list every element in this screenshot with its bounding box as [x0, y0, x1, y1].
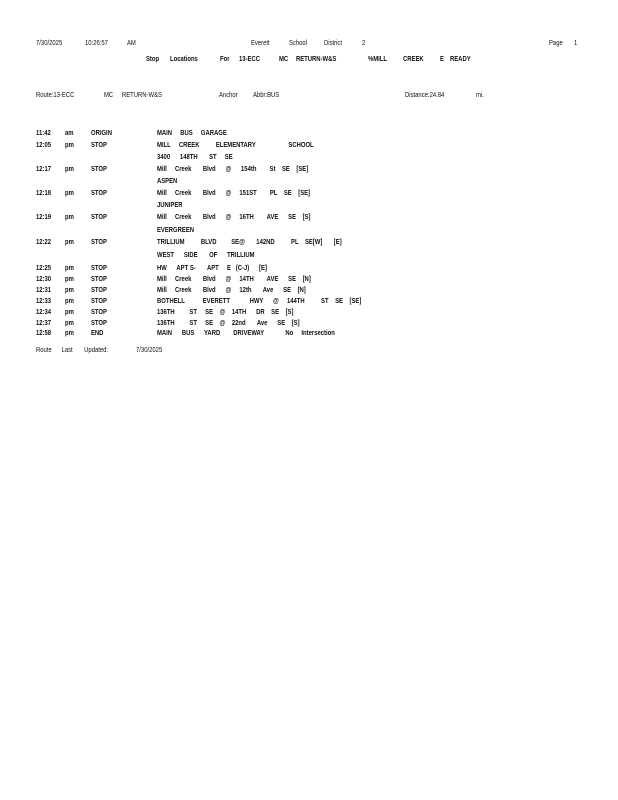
- stop-location: EVERGREEN: [157, 225, 195, 234]
- stop-ampm: pm: [65, 164, 74, 173]
- stop-time: 12:31: [36, 285, 52, 294]
- table-row: [0, 128, 618, 137]
- stop-location: Mill Creek Blvd @ 14TH AVE SE [N]: [157, 274, 311, 283]
- subtitle-word: RETURN-W&S: [296, 54, 337, 63]
- footer-label: Route Last Updated:: [36, 345, 109, 354]
- stop-location: MILL CREEK ELEMENTARY SCHOOL: [157, 140, 314, 149]
- stop-ampm: pm: [65, 140, 74, 149]
- subtitle-word: For: [220, 54, 230, 63]
- table-row: [0, 164, 618, 173]
- stop-location: 136TH ST SE @ 22nd Ave SE [S]: [157, 318, 300, 327]
- table-row: [0, 212, 618, 221]
- stop-ampm: pm: [65, 328, 74, 337]
- stop-location: HW APT S- APT E (C-J) [E]: [157, 263, 267, 272]
- stop-ampm: pm: [65, 263, 74, 272]
- stop-time: 12:22: [36, 237, 52, 246]
- stop-location: MAIN BUS GARAGE: [157, 128, 227, 137]
- subtitle-word: READY: [450, 54, 471, 63]
- stop-time: 11:42: [36, 128, 51, 137]
- route-mc: MC: [104, 90, 114, 99]
- stop-type: STOP: [91, 188, 107, 197]
- stop-ampm: pm: [65, 188, 74, 197]
- table-row: [0, 200, 618, 209]
- stop-time: 12:34: [36, 307, 52, 316]
- stop-type: STOP: [91, 164, 107, 173]
- table-row: [0, 263, 618, 272]
- stop-location: JUNIPER: [157, 200, 183, 209]
- stop-time: 12:18: [36, 188, 52, 197]
- route-abbr: Abbr:BUS: [253, 90, 280, 99]
- table-row: [0, 328, 618, 337]
- table-row: [0, 285, 618, 294]
- table-row: [0, 140, 618, 149]
- table-row: [0, 152, 618, 161]
- stop-ampm: pm: [65, 274, 74, 283]
- subtitle-word: Stop: [146, 54, 160, 63]
- route-return: RETURN-W&S: [122, 90, 162, 99]
- stop-type: STOP: [91, 285, 107, 294]
- stop-location: 136TH ST SE @ 14TH DR SE [S]: [157, 307, 294, 316]
- district-word: School: [289, 38, 308, 47]
- stop-location: Mill Creek Blvd @ 16TH AVE SE [S]: [157, 212, 311, 221]
- table-row: [0, 176, 618, 185]
- stop-location: ASPEN: [157, 176, 178, 185]
- stop-time: 12:30: [36, 274, 52, 283]
- stop-time: 12:25: [36, 263, 52, 272]
- stop-ampm: am: [65, 128, 74, 137]
- stop-location: WEST SIDE OF TRILLIUM: [157, 250, 255, 259]
- table-row: [0, 296, 618, 305]
- stop-type: STOP: [91, 307, 107, 316]
- table-row: [0, 274, 618, 283]
- stop-ampm: pm: [65, 237, 74, 246]
- stop-ampm: pm: [65, 296, 74, 305]
- report-ampm: AM: [127, 38, 136, 47]
- table-row: [0, 237, 618, 246]
- stop-type: STOP: [91, 296, 107, 305]
- stop-time: 12:58: [36, 328, 52, 337]
- report-date: 7/30/2025: [36, 38, 63, 47]
- stop-type: STOP: [91, 318, 107, 327]
- table-row: [0, 225, 618, 234]
- table-row: [0, 250, 618, 259]
- stop-location: Mill Creek Blvd @ 151ST PL SE [SE]: [157, 188, 311, 197]
- stop-time: 12:19: [36, 212, 52, 221]
- stop-type: STOP: [91, 140, 107, 149]
- stop-location: Mill Creek Blvd @ 154th St SE [SE]: [157, 164, 309, 173]
- district-word: 2: [362, 38, 366, 47]
- stop-time: 12:17: [36, 164, 52, 173]
- stop-time: 12:37: [36, 318, 52, 327]
- stop-location: Mill Creek Blvd @ 12th Ave SE [N]: [157, 285, 306, 294]
- subtitle-word: 13-ECC: [239, 54, 260, 63]
- table-row: [0, 188, 618, 197]
- footer-date: 7/30/2025: [136, 345, 163, 354]
- stop-location: MAIN BUS YARD DRIVEWAY No Intersection: [157, 328, 335, 337]
- stop-ampm: pm: [65, 318, 74, 327]
- stop-type: STOP: [91, 237, 107, 246]
- stop-type: STOP: [91, 274, 107, 283]
- district-word: District: [324, 38, 343, 47]
- report-time: 10:26:57: [85, 38, 108, 47]
- page-label: Page: [549, 38, 563, 47]
- stop-type: ORIGIN: [91, 128, 112, 137]
- table-row: [0, 318, 618, 327]
- subtitle-word: CREEK: [403, 54, 424, 63]
- stop-type: STOP: [91, 212, 107, 221]
- table-row: [0, 307, 618, 316]
- stop-time: 12:05: [36, 140, 52, 149]
- stop-time: 12:33: [36, 296, 52, 305]
- route-distance: Distance:24.84: [405, 90, 445, 99]
- subtitle-word: MC: [279, 54, 289, 63]
- district-word: Everett: [251, 38, 270, 47]
- subtitle-word: %MILL: [368, 54, 387, 63]
- route-distance-unit: mi.: [476, 90, 484, 99]
- route-id: Route:13-ECC: [36, 90, 75, 99]
- stop-type: END: [91, 328, 104, 337]
- subtitle-word: Locations: [170, 54, 198, 63]
- stop-ampm: pm: [65, 307, 74, 316]
- stop-type: STOP: [91, 263, 107, 272]
- page-number: 1: [574, 38, 578, 47]
- stop-location: 3400 148TH ST SE: [157, 152, 233, 161]
- stop-ampm: pm: [65, 285, 74, 294]
- route-anchor: Anchor: [219, 90, 238, 99]
- stop-ampm: pm: [65, 212, 74, 221]
- stop-location: BOTHELL EVERETT HWY @ 144TH ST SE [SE]: [157, 296, 362, 305]
- stop-location: TRILLIUM BLVD SE@ 142ND PL SE[W] [E]: [157, 237, 342, 246]
- subtitle-word: E: [440, 54, 444, 63]
